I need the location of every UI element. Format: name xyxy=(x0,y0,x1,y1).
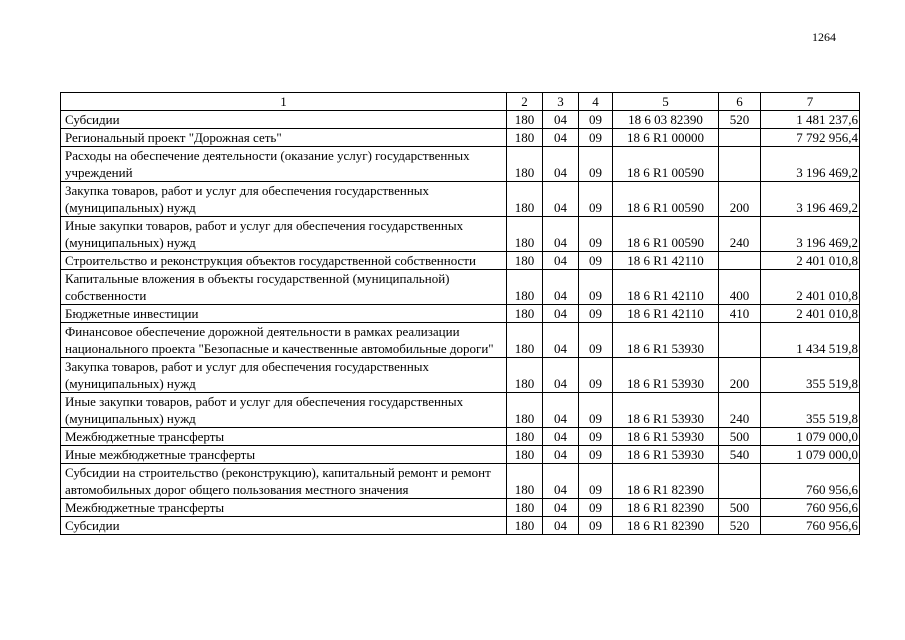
subsection-code-cell: 09 xyxy=(579,464,613,499)
admin-code-cell: 180 xyxy=(507,499,543,517)
admin-code-cell: 180 xyxy=(507,111,543,129)
subsection-code-cell: 09 xyxy=(579,323,613,358)
item-name-cell: Субсидии xyxy=(61,517,507,535)
amount-cell: 760 956,6 xyxy=(761,499,860,517)
section-code-cell: 04 xyxy=(543,499,579,517)
admin-code-cell: 180 xyxy=(507,428,543,446)
expense-type-cell: 200 xyxy=(719,182,761,217)
section-code-cell: 04 xyxy=(543,446,579,464)
header-cell-6: 6 xyxy=(719,93,761,111)
amount-cell: 3 196 469,2 xyxy=(761,217,860,252)
expense-type-cell xyxy=(719,323,761,358)
amount-cell: 355 519,8 xyxy=(761,358,860,393)
target-article-cell: 18 6 R1 42110 xyxy=(613,270,719,305)
admin-code-cell: 180 xyxy=(507,147,543,182)
subsection-code-cell: 09 xyxy=(579,428,613,446)
subsection-code-cell: 09 xyxy=(579,393,613,428)
table-row xyxy=(61,305,860,323)
amount-cell: 7 792 956,4 xyxy=(761,129,860,147)
section-code-cell: 04 xyxy=(543,464,579,499)
section-code-cell: 04 xyxy=(543,393,579,428)
subsection-code-cell: 09 xyxy=(579,111,613,129)
subsection-code-cell: 09 xyxy=(579,217,613,252)
header-cell-3: 3 xyxy=(543,93,579,111)
admin-code-cell: 180 xyxy=(507,517,543,535)
amount-cell: 355 519,8 xyxy=(761,393,860,428)
expense-type-cell: 240 xyxy=(719,217,761,252)
target-article-cell: 18 6 R1 82390 xyxy=(613,499,719,517)
subsection-code-cell: 09 xyxy=(579,358,613,393)
amount-cell: 3 196 469,2 xyxy=(761,147,860,182)
admin-code-cell: 180 xyxy=(507,305,543,323)
target-article-cell: 18 6 03 82390 xyxy=(613,111,719,129)
expense-type-cell: 410 xyxy=(719,305,761,323)
table-row xyxy=(61,517,860,535)
admin-code-cell: 180 xyxy=(507,252,543,270)
item-name-cell: Межбюджетные трансферты xyxy=(61,499,507,517)
section-code-cell: 04 xyxy=(543,111,579,129)
amount-cell: 2 401 010,8 xyxy=(761,305,860,323)
expense-type-cell xyxy=(719,464,761,499)
admin-code-cell: 180 xyxy=(507,129,543,147)
amount-cell: 1 434 519,8 xyxy=(761,323,860,358)
expense-type-cell: 540 xyxy=(719,446,761,464)
amount-cell: 760 956,6 xyxy=(761,464,860,499)
table-row xyxy=(61,252,860,270)
section-code-cell: 04 xyxy=(543,270,579,305)
header-cell-1: 1 xyxy=(61,93,507,111)
expense-type-cell: 500 xyxy=(719,428,761,446)
expense-type-cell: 520 xyxy=(719,517,761,535)
admin-code-cell: 180 xyxy=(507,182,543,217)
section-code-cell: 04 xyxy=(543,358,579,393)
target-article-cell: 18 6 R1 53930 xyxy=(613,323,719,358)
subsection-code-cell: 09 xyxy=(579,517,613,535)
table-row xyxy=(61,217,860,252)
table-row xyxy=(61,499,860,517)
section-code-cell: 04 xyxy=(543,323,579,358)
subsection-code-cell: 09 xyxy=(579,305,613,323)
table-row xyxy=(61,358,860,393)
item-name-cell: Региональный проект "Дорожная сеть" xyxy=(61,129,507,147)
amount-cell: 1 079 000,0 xyxy=(761,428,860,446)
target-article-cell: 18 6 R1 00590 xyxy=(613,147,719,182)
section-code-cell: 04 xyxy=(543,217,579,252)
item-name-cell: Строительство и реконструкция объектов государственной собственности xyxy=(61,252,507,270)
table-row xyxy=(61,270,860,305)
target-article-cell: 18 6 R1 82390 xyxy=(613,517,719,535)
subsection-code-cell: 09 xyxy=(579,182,613,217)
admin-code-cell: 180 xyxy=(507,270,543,305)
item-name-cell: Закупка товаров, работ и услуг для обеспечения государственных (муниципальных) нужд xyxy=(61,358,507,393)
header-cell-5: 5 xyxy=(613,93,719,111)
admin-code-cell: 180 xyxy=(507,464,543,499)
table-row xyxy=(61,428,860,446)
table-row xyxy=(61,182,860,217)
subsection-code-cell: 09 xyxy=(579,147,613,182)
target-article-cell: 18 6 R1 42110 xyxy=(613,305,719,323)
section-code-cell: 04 xyxy=(543,147,579,182)
page-number: 1264 xyxy=(812,30,836,44)
table-row xyxy=(61,147,860,182)
item-name-cell: Финансовое обеспечение дорожной деятельности в рамках реализации национального проекта "Безопасные и качественные автомобильные дороги" xyxy=(61,323,507,358)
amount-cell: 1 079 000,0 xyxy=(761,446,860,464)
amount-cell: 2 401 010,8 xyxy=(761,252,860,270)
subsection-code-cell: 09 xyxy=(579,446,613,464)
item-name-cell: Иные закупки товаров, работ и услуг для обеспечения государственных (муниципальных) нужд xyxy=(61,393,507,428)
item-name-cell: Субсидии на строительство (реконструкцию), капитальный ремонт и ремонт автомобильных дорог общего пользования местного значения xyxy=(61,464,507,499)
expense-type-cell: 500 xyxy=(719,499,761,517)
table-row xyxy=(61,446,860,464)
item-name-cell: Субсидии xyxy=(61,111,507,129)
section-code-cell: 04 xyxy=(543,305,579,323)
subsection-code-cell: 09 xyxy=(579,252,613,270)
target-article-cell: 18 6 R1 53930 xyxy=(613,358,719,393)
item-name-cell: Капитальные вложения в объекты государственной (муниципальной) собственности xyxy=(61,270,507,305)
item-name-cell: Бюджетные инвестиции xyxy=(61,305,507,323)
target-article-cell: 18 6 R1 00590 xyxy=(613,182,719,217)
admin-code-cell: 180 xyxy=(507,393,543,428)
admin-code-cell: 180 xyxy=(507,446,543,464)
section-code-cell: 04 xyxy=(543,182,579,217)
expense-type-cell: 400 xyxy=(719,270,761,305)
admin-code-cell: 180 xyxy=(507,358,543,393)
subsection-code-cell: 09 xyxy=(579,270,613,305)
amount-cell: 2 401 010,8 xyxy=(761,270,860,305)
expense-type-cell: 520 xyxy=(719,111,761,129)
header-cell-7: 7 xyxy=(761,93,860,111)
expense-type-cell: 240 xyxy=(719,393,761,428)
expense-type-cell xyxy=(719,252,761,270)
budget-table xyxy=(60,92,860,535)
table-row xyxy=(61,129,860,147)
expense-type-cell: 200 xyxy=(719,358,761,393)
item-name-cell: Расходы на обеспечение деятельности (оказание услуг) государственных учреждений xyxy=(61,147,507,182)
expense-type-cell xyxy=(719,129,761,147)
section-code-cell: 04 xyxy=(543,129,579,147)
item-name-cell: Межбюджетные трансферты xyxy=(61,428,507,446)
admin-code-cell: 180 xyxy=(507,323,543,358)
target-article-cell: 18 6 R1 00000 xyxy=(613,129,719,147)
section-code-cell: 04 xyxy=(543,517,579,535)
target-article-cell: 18 6 R1 53930 xyxy=(613,428,719,446)
table-row xyxy=(61,464,860,499)
target-article-cell: 18 6 R1 00590 xyxy=(613,217,719,252)
target-article-cell: 18 6 R1 82390 xyxy=(613,464,719,499)
section-code-cell: 04 xyxy=(543,428,579,446)
subsection-code-cell: 09 xyxy=(579,129,613,147)
table-header-row xyxy=(61,93,860,111)
table-row xyxy=(61,111,860,129)
expense-type-cell xyxy=(719,147,761,182)
subsection-code-cell: 09 xyxy=(579,499,613,517)
table-row xyxy=(61,393,860,428)
header-cell-4: 4 xyxy=(579,93,613,111)
target-article-cell: 18 6 R1 53930 xyxy=(613,393,719,428)
target-article-cell: 18 6 R1 53930 xyxy=(613,446,719,464)
item-name-cell: Иные закупки товаров, работ и услуг для обеспечения государственных (муниципальных) нужд xyxy=(61,217,507,252)
amount-cell: 760 956,6 xyxy=(761,517,860,535)
item-name-cell: Закупка товаров, работ и услуг для обеспечения государственных (муниципальных) нужд xyxy=(61,182,507,217)
section-code-cell: 04 xyxy=(543,252,579,270)
amount-cell: 3 196 469,2 xyxy=(761,182,860,217)
admin-code-cell: 180 xyxy=(507,217,543,252)
table-row xyxy=(61,323,860,358)
amount-cell: 1 481 237,6 xyxy=(761,111,860,129)
target-article-cell: 18 6 R1 42110 xyxy=(613,252,719,270)
item-name-cell: Иные межбюджетные трансферты xyxy=(61,446,507,464)
table-body xyxy=(61,93,860,535)
header-cell-2: 2 xyxy=(507,93,543,111)
